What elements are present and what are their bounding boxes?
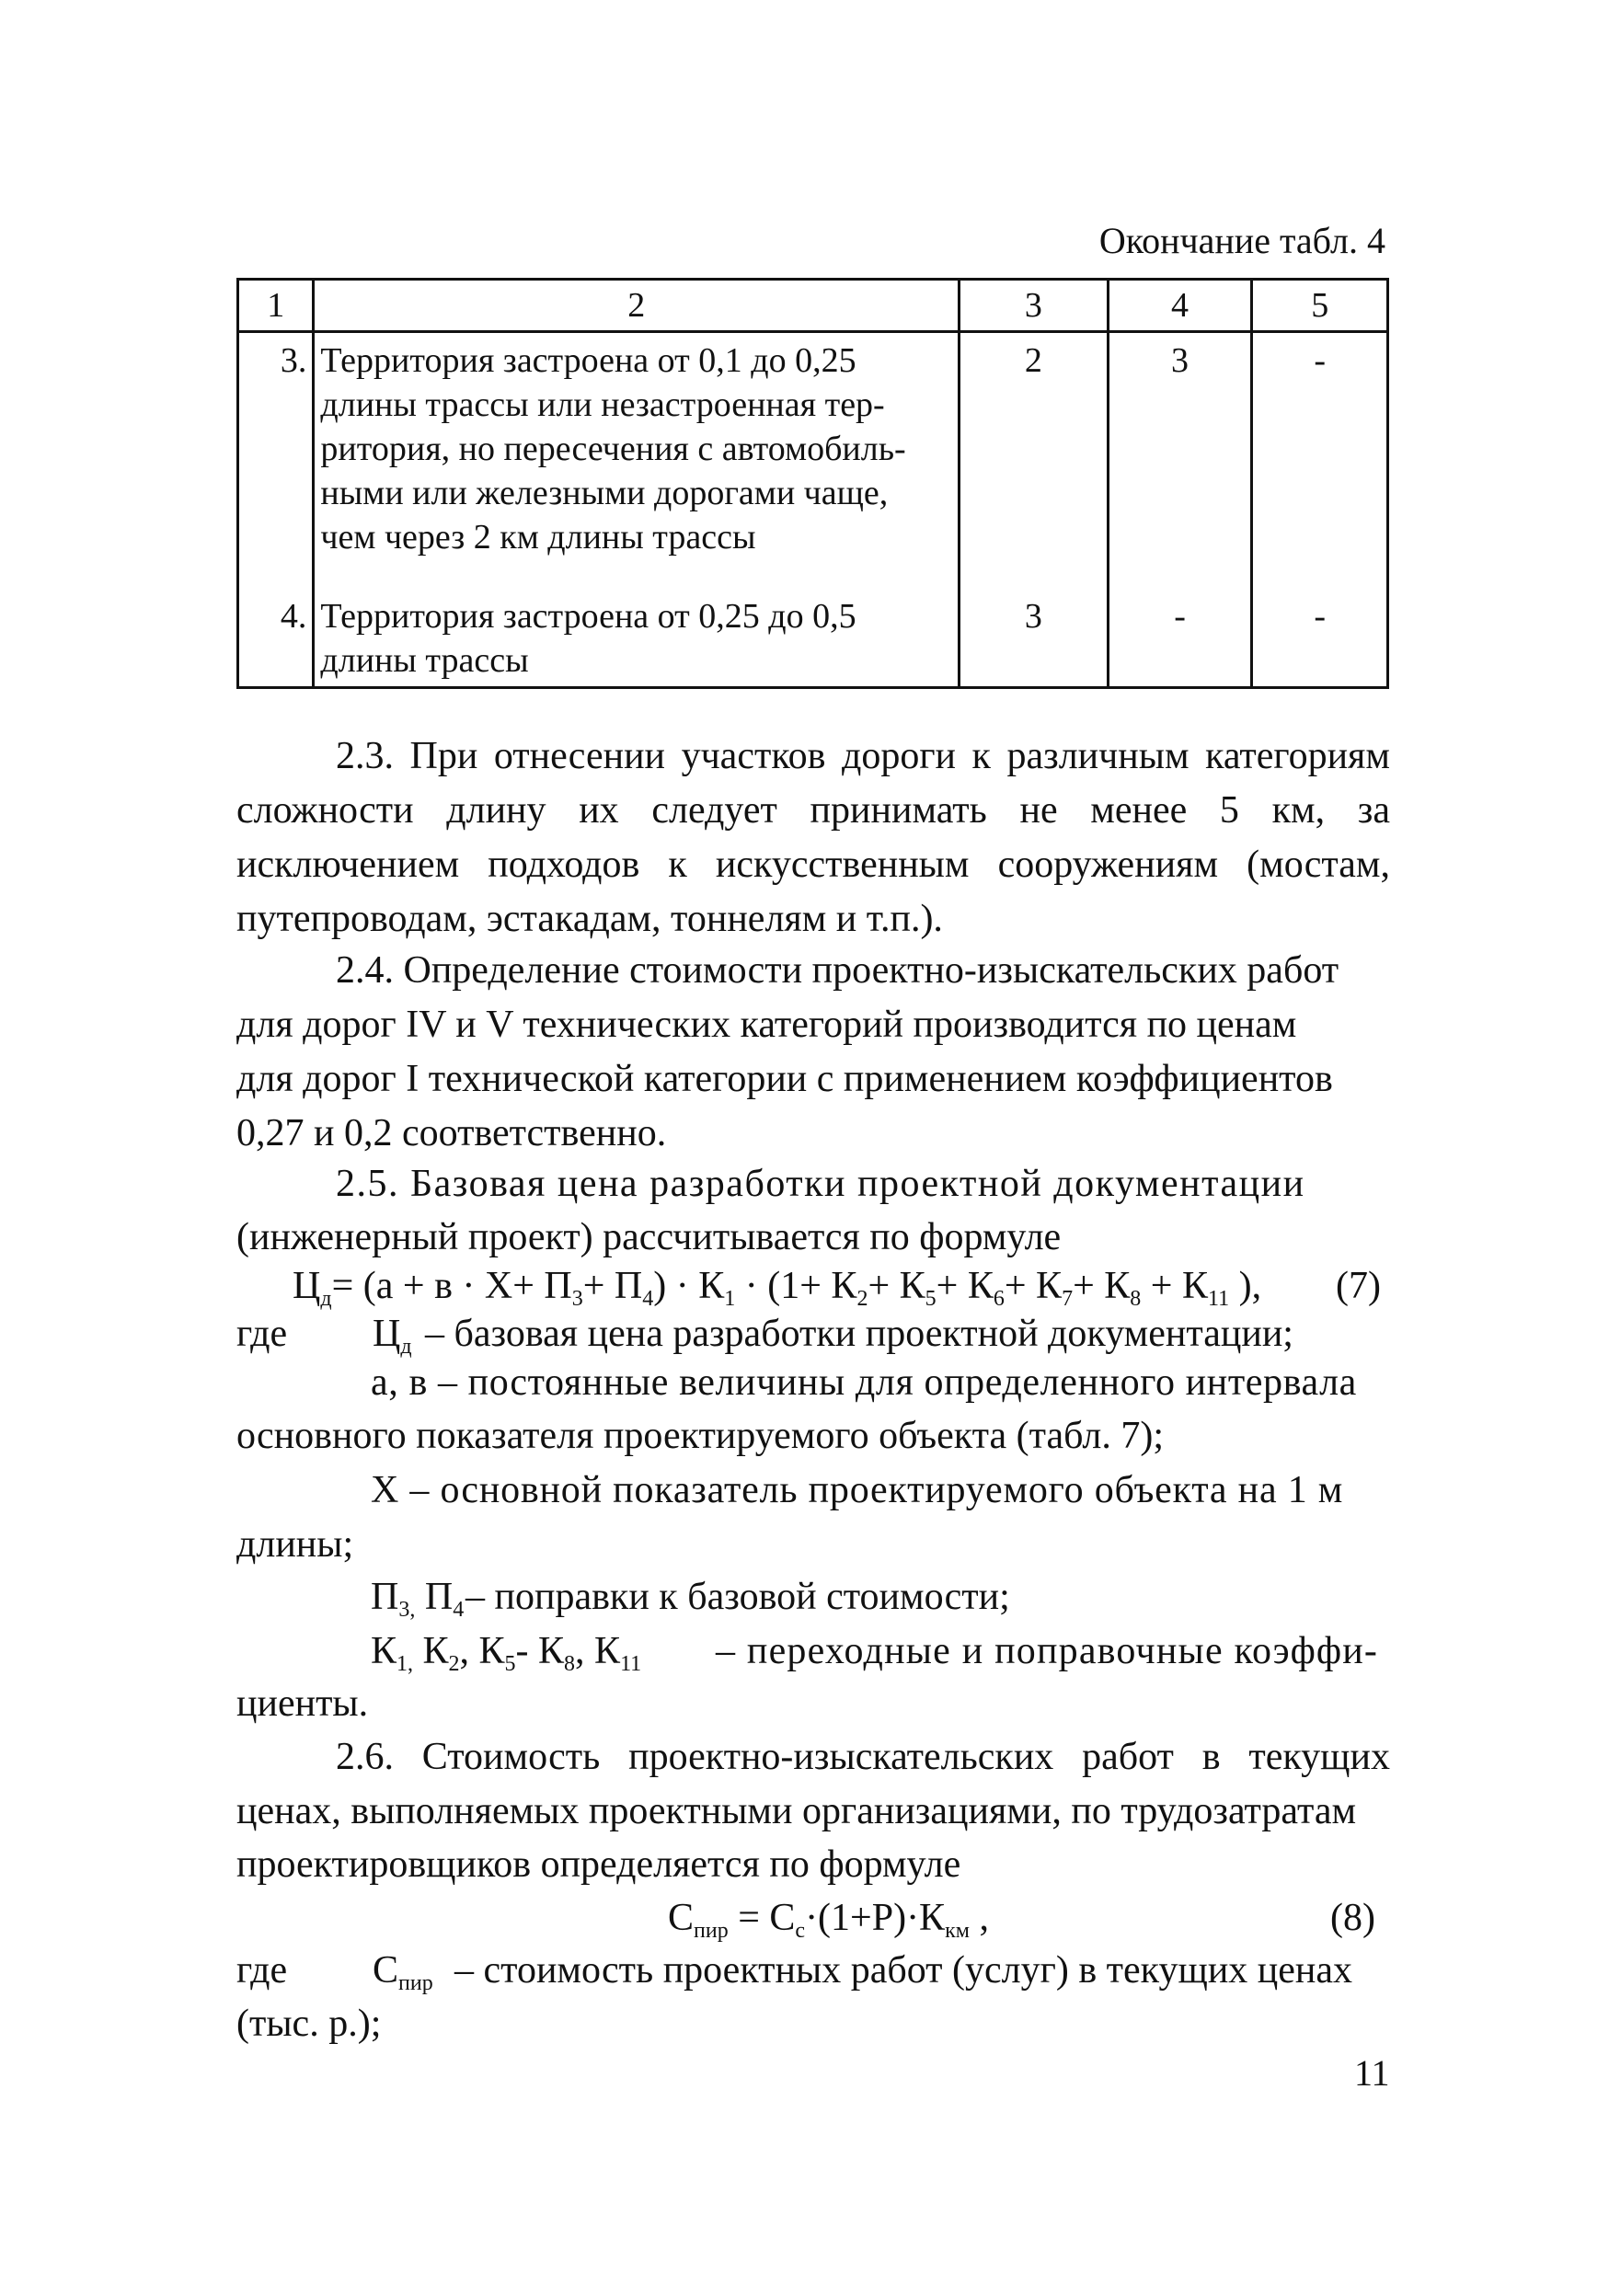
word: следует	[651, 789, 777, 832]
description-line: длины трассы или незастроенная тер-	[320, 385, 885, 424]
word: не	[1019, 789, 1058, 832]
cell-col3: 3	[960, 594, 1109, 688]
description-line: ными или железными дорогами чаще,	[320, 474, 889, 512]
word: проектно-изыскательских	[628, 1736, 1054, 1778]
cell-col4: -	[1108, 594, 1252, 688]
k-definition-end: циенты.	[236, 1682, 369, 1725]
where-label: где	[236, 1949, 288, 1992]
paragraph-2-3-line	[236, 842, 1390, 888]
word: участков	[681, 735, 826, 777]
paragraph-2-6-line: проектировщиков определяется по формуле	[236, 1843, 961, 1886]
word: категориям	[1205, 735, 1390, 777]
word: дороги	[841, 735, 957, 777]
cell-col5: -	[1252, 594, 1388, 688]
x-definition-line: X – основной показатель проектируемого объекта на 1 м	[371, 1469, 1344, 1511]
word: различным	[1006, 735, 1190, 777]
header-cell: 3	[960, 280, 1109, 332]
paragraph-2-3-line	[236, 787, 1390, 833]
word: км,	[1271, 789, 1326, 832]
word: менее	[1090, 789, 1188, 832]
formula-8: $С_{пир} = С_с\cdot(1+Р)\cdot К_{км}$ ,	[668, 1897, 989, 1943]
word: Стоимость	[421, 1736, 601, 1778]
cell-col4: 3	[1108, 332, 1252, 595]
header-cell: 1	[238, 280, 314, 332]
symbol-c-d: $Ц_д$	[373, 1313, 412, 1359]
header-cell: 2	[314, 280, 960, 332]
word: текущих	[1248, 1736, 1390, 1778]
paragraph-2-6-line: ценах, выполняемых проектными организациями, по трудозатратам	[236, 1790, 1357, 1832]
cell-col5: -	[1252, 332, 1388, 595]
word: их	[579, 789, 619, 832]
paragraph-2-4-line: для дорог IV и V технических категорий производится по ценам	[236, 1004, 1297, 1046]
paragraph-2-6-line	[336, 1734, 1390, 1780]
symbol-k-list: $К_{1,}$ $К_2$, $К_5-$ $К_8$, $К_{11}$	[371, 1630, 642, 1676]
word: При	[409, 735, 478, 777]
paragraph-2-4-line: 2.4. Определение стоимости проектно-изыскательских работ	[336, 949, 1339, 992]
word: (мостам,	[1247, 844, 1390, 886]
word: исключением	[236, 844, 460, 886]
paragraph-2-5-line: 2.5. Базовая цена разработки проектной документации	[336, 1163, 1305, 1205]
word: к	[668, 844, 687, 886]
row-description	[314, 594, 960, 688]
description-line: длины трассы	[320, 641, 529, 680]
symbol-c-pir: $С_{пир}$	[373, 1949, 433, 1995]
paragraph-2-3-line: путепроводам, эстакадам, тоннелям и т.п.).	[236, 898, 943, 940]
c-definition: – базовая цена разработки проектной документации;	[425, 1313, 1293, 1355]
table-row	[238, 332, 1388, 595]
paragraph-2-4-line: 0,27 и 0,2 соответственно.	[236, 1112, 667, 1154]
word: отнесении	[493, 735, 666, 777]
c-pir-definition: – стоимость проектных работ (услуг) в текущих ценах	[454, 1949, 1353, 1992]
table-header-row	[238, 280, 1388, 332]
word: подходов	[488, 844, 640, 886]
row-number: 4.	[238, 594, 314, 688]
word: за	[1357, 789, 1390, 832]
ab-definition-line: основного показателя проектируемого объекта (табл. 7);	[236, 1415, 1165, 1457]
word: к	[971, 735, 991, 777]
description-line: Территория застроена от 0,25 до 0,5	[320, 597, 856, 636]
word: 2.6.	[336, 1736, 394, 1778]
paragraph-2-3-line	[336, 733, 1390, 779]
paragraph-2-5-line: (инженерный проект) рассчитывается по формуле	[236, 1216, 1062, 1258]
p-definition: – поправки к базовой стоимости;	[465, 1576, 1010, 1618]
where-label: где	[236, 1313, 288, 1355]
row-description	[314, 332, 960, 595]
word: 5	[1219, 789, 1239, 832]
page-number: 11	[1354, 2052, 1390, 2094]
description-line: Территория застроена от 0,1 до 0,25	[320, 341, 856, 380]
word: принимать	[810, 789, 987, 832]
word: в	[1201, 1736, 1221, 1778]
description-line: чем через 2 км длины трассы	[320, 518, 756, 557]
ab-definition-line: а, в – постоянные величины для определенного интервала	[371, 1361, 1357, 1404]
cell-col3: 2	[960, 332, 1109, 595]
word: работ	[1082, 1736, 1174, 1778]
table-row	[238, 594, 1388, 688]
x-definition-line: длины;	[236, 1523, 354, 1566]
word: 2.3.	[336, 735, 394, 777]
paragraph-2-4-line: для дорог I технической категории с применением коэффициентов	[236, 1058, 1333, 1100]
equation-number-7: (7)	[1336, 1265, 1381, 1307]
word: сооружениям	[997, 844, 1219, 886]
k-definition: – переходные и поправочные коэффи-	[716, 1630, 1379, 1672]
symbol-p3-p4: $П_{3,}$ $П_4$	[371, 1576, 465, 1622]
table-caption: Окончание табл. 4	[1098, 220, 1385, 261]
word: сложности	[236, 789, 414, 832]
c-pir-definition-end: (тыс. р.);	[236, 2003, 382, 2045]
description-line: ритория, но пересечения с автомобиль-	[320, 430, 906, 468]
header-cell: 5	[1252, 280, 1388, 332]
word: искусственным	[715, 844, 970, 886]
coefficient-table	[236, 278, 1389, 689]
word: длину	[446, 789, 546, 832]
row-number: 3.	[238, 332, 314, 595]
formula-7: $Ц_д= (а + в \cdot X+ П_3+ П_4) \cdot К_1 \cdot (1+ К_2+ К_5+ К_6+ К_7+ К_8 + К_{11}$ ),	[293, 1265, 1262, 1311]
header-cell: 4	[1108, 280, 1252, 332]
equation-number-8: (8)	[1330, 1897, 1375, 1939]
